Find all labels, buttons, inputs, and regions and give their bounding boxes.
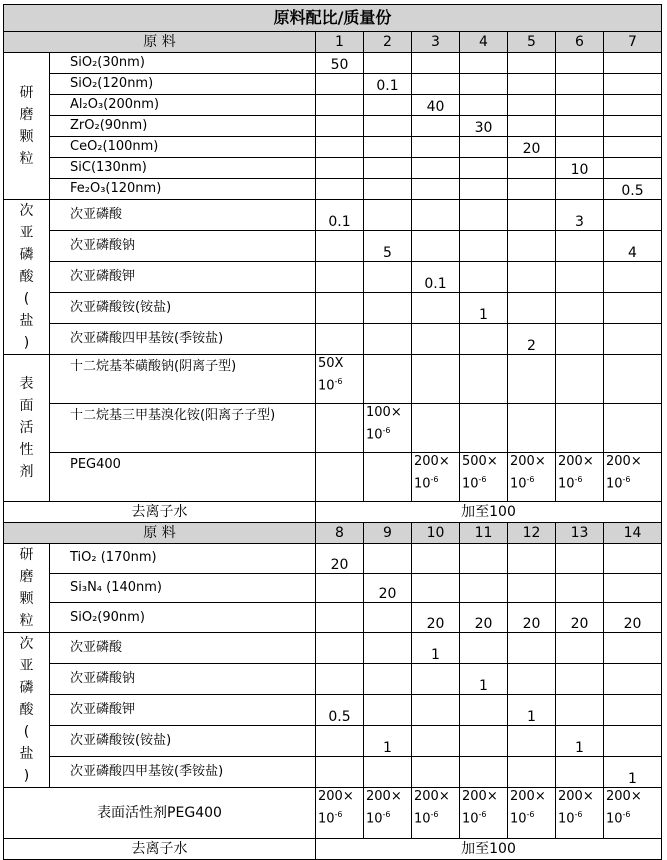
value-cell [316,633,364,664]
sci-power: $10^{-6}$ [606,810,631,827]
sci-power: $10^{-6}$ [414,475,439,492]
value-cell [316,158,364,179]
hypophosphite-row [4,324,662,355]
value-cell [604,262,662,293]
value-cell [412,293,460,324]
header-example-2: 2 [364,32,412,53]
value-cell [604,95,662,116]
value-cell [604,137,662,158]
material-name: 次亚磷酸四甲基铵(季铵盐) [50,757,316,788]
value-cell [316,324,364,355]
value-cell [604,200,662,231]
value-cell [316,757,364,788]
abrasive-row [4,74,662,95]
value-cell [316,231,364,262]
value-cell [412,664,460,695]
value-cell [364,664,412,695]
value-cell [364,262,412,293]
value-cell [412,573,460,603]
value-cell: 0.5 [604,179,662,200]
value-cell [556,633,604,664]
material-name: 次亚磷酸 [50,633,316,664]
value-cell [508,200,556,231]
value-cell: 20 [604,603,662,633]
value-cell [556,757,604,788]
value-cell [412,158,460,179]
value-cell: 10 [556,158,604,179]
value-cell [364,633,412,664]
header-example-1: 1 [316,32,364,53]
sci-value-cell [412,788,460,839]
value-cell: 1 [364,726,412,757]
value-cell [412,179,460,200]
value-cell: 20 [508,137,556,158]
value-cell: 1 [460,664,508,695]
value-cell [556,137,604,158]
water-row-1 [4,502,662,523]
header-material-label: 原 料 [4,523,316,544]
value-cell [460,95,508,116]
abrasive-row [4,158,662,179]
abrasive-row [4,603,662,633]
value-cell: 2 [508,324,556,355]
value-cell: 1 [556,726,604,757]
value-cell [556,53,604,74]
value-cell: 1 [604,757,662,788]
value-cell [508,573,556,603]
sci-power: $10^{-6}$ [366,426,391,443]
abrasive-row [4,95,662,116]
value-cell [460,179,508,200]
sci-value-cell [508,453,556,502]
sci-value-cell [604,453,662,502]
value-cell: 5 [364,231,412,262]
value-cell [460,324,508,355]
sci-value-cell [604,788,662,839]
water-value: 加至100 [316,502,662,523]
hypophosphite-row [4,200,662,231]
value-cell [460,53,508,74]
value-cell [364,695,412,726]
material-name: 次亚磷酸铵(铵盐) [50,726,316,757]
value-cell [556,573,604,603]
value-cell [460,573,508,603]
group-abrasive-2: 研 磨 颗 粒 [4,544,50,633]
value-cell [316,664,364,695]
table-title: 原料配比/质量份 [4,5,662,32]
hypophosphite-row [4,664,662,695]
value-cell [556,95,604,116]
value-cell [316,603,364,633]
header-example-12: 12 [508,523,556,544]
surfactant-row [4,404,662,453]
value-cell [316,137,364,158]
value-cell [556,544,604,574]
material-name: SiO₂(90nm) [50,603,316,633]
value-cell [316,74,364,95]
header-example-5: 5 [508,32,556,53]
value-cell [412,726,460,757]
value-cell [508,158,556,179]
table-body [4,5,662,860]
hypophosphite-row [4,262,662,293]
surfactant-row [4,355,662,404]
value-cell [508,293,556,324]
value-cell [604,355,662,404]
sci-power: $10^{-6}$ [462,810,487,827]
material-name: Al₂O₃(200nm) [50,95,316,116]
value-cell [364,453,412,502]
value-cell [460,695,508,726]
value-cell [412,757,460,788]
value-cell [364,757,412,788]
value-cell [604,664,662,695]
value-cell [316,262,364,293]
sci-coefficient: 500× [462,454,498,469]
value-cell [556,293,604,324]
group-surfactant: 表 面 活 性 剂 [4,355,50,502]
hypophosphite-row [4,726,662,757]
value-cell [316,95,364,116]
value-cell [364,324,412,355]
value-cell: 0.1 [364,74,412,95]
value-cell [508,757,556,788]
sci-power: $10^{-6}$ [318,810,343,827]
value-cell [556,179,604,200]
value-cell: 20 [316,544,364,574]
value-cell: 0.1 [316,200,364,231]
value-cell [364,116,412,137]
value-cell [556,695,604,726]
value-cell [508,74,556,95]
sci-coefficient: 200× [414,789,450,804]
sci-power: $10^{-6}$ [558,475,583,492]
value-cell [508,544,556,574]
sci-coefficient: 200× [510,454,546,469]
formulation-table-container [3,4,662,860]
value-cell [460,200,508,231]
header-example-6: 6 [556,32,604,53]
surfactant-row [4,453,662,502]
value-cell [508,95,556,116]
material-name: 次亚磷酸铵(铵盐) [50,293,316,324]
value-cell [412,137,460,158]
value-cell [508,53,556,74]
value-cell [460,633,508,664]
group-hypophosphite-2: 次 亚 磷 酸 ( 盐 ) [4,633,50,788]
hypophosphite-row [4,293,662,324]
value-cell [364,200,412,231]
value-cell [460,355,508,404]
value-cell [556,404,604,453]
formulation-table [3,4,662,860]
value-cell [316,453,364,502]
value-cell: 1 [412,633,460,664]
material-name: SiO₂(120nm) [50,74,316,95]
value-cell: 1 [460,293,508,324]
value-cell [556,324,604,355]
sci-power: $10^{-6}$ [510,810,535,827]
value-cell: 0.5 [316,695,364,726]
header-example-11: 11 [460,523,508,544]
value-cell [364,544,412,574]
sci-coefficient: 200× [606,454,642,469]
surfactant-label-2: 表面活性剂PEG400 [4,788,316,839]
value-cell [364,179,412,200]
value-cell [412,231,460,262]
value-cell [412,324,460,355]
value-cell: 20 [508,603,556,633]
abrasive-row [4,544,662,574]
value-cell [364,158,412,179]
sci-value-cell [364,788,412,839]
value-cell [364,53,412,74]
value-cell [460,231,508,262]
sci-value-cell [460,453,508,502]
sci-coefficient: 200× [510,789,546,804]
value-cell [412,544,460,574]
material-name: 次亚磷酸四甲基铵(季铵盐) [50,324,316,355]
sci-power: $10^{-6}$ [510,475,535,492]
value-cell [316,293,364,324]
value-cell [460,137,508,158]
sci-power: $10^{-6}$ [462,475,487,492]
header-example-7: 7 [604,32,662,53]
sci-power: $10^{-6}$ [606,475,631,492]
value-cell [412,74,460,95]
sci-power: $10^{-6}$ [318,377,343,394]
value-cell [412,695,460,726]
value-cell [412,355,460,404]
sci-coefficient: 50X [318,356,344,371]
value-cell [604,633,662,664]
value-cell [460,262,508,293]
value-cell [412,53,460,74]
value-cell [460,757,508,788]
water-row-2 [4,839,662,860]
sci-value-cell [364,404,412,453]
material-name: 次亚磷酸钠 [50,231,316,262]
header-example-4: 4 [460,32,508,53]
value-cell: 4 [604,231,662,262]
material-name: Fe₂O₃(120nm) [50,179,316,200]
value-cell: 20 [364,573,412,603]
value-cell: 20 [556,603,604,633]
header-example-13: 13 [556,523,604,544]
material-name: 次亚磷酸 [50,200,316,231]
sci-power: $10^{-6}$ [414,810,439,827]
material-name: Si₃N₄ (140nm) [50,573,316,603]
value-cell [412,116,460,137]
value-cell [556,355,604,404]
header-material-label: 原 料 [4,32,316,53]
value-cell: 20 [412,603,460,633]
value-cell [508,355,556,404]
sci-coefficient: 200× [462,789,498,804]
sci-coefficient: 200× [414,454,450,469]
value-cell: 40 [412,95,460,116]
abrasive-row [4,179,662,200]
value-cell [316,573,364,603]
value-cell [316,116,364,137]
value-cell: 3 [556,200,604,231]
value-cell [508,262,556,293]
header-example-8: 8 [316,523,364,544]
value-cell [460,544,508,574]
value-cell [556,664,604,695]
value-cell [508,664,556,695]
water-label: 去离子水 [4,839,316,860]
value-cell [364,95,412,116]
value-cell: 1 [508,695,556,726]
abrasive-row [4,137,662,158]
value-cell [604,74,662,95]
sci-coefficient: 100× [366,405,402,420]
value-cell [604,293,662,324]
value-cell [508,633,556,664]
value-cell [508,404,556,453]
material-name: 次亚磷酸钾 [50,262,316,293]
value-cell [604,544,662,574]
header-example-10: 10 [412,523,460,544]
header-row-2 [4,523,662,544]
value-cell [412,200,460,231]
header-example-3: 3 [412,32,460,53]
sci-coefficient: 200× [318,789,354,804]
sci-power: $10^{-6}$ [366,810,391,827]
abrasive-row [4,116,662,137]
group-hypophosphite: 次 亚 磷 酸 ( 盐 ) [4,200,50,355]
material-name: PEG400 [50,453,316,502]
value-cell [556,231,604,262]
sci-value-cell [556,788,604,839]
value-cell [508,179,556,200]
sci-power: $10^{-6}$ [558,810,583,827]
value-cell: 0.1 [412,262,460,293]
water-value: 加至100 [316,839,662,860]
value-cell [316,726,364,757]
material-name: CeO₂(100nm) [50,137,316,158]
value-cell [508,116,556,137]
value-cell [508,726,556,757]
value-cell [604,324,662,355]
value-cell [460,726,508,757]
value-cell: 50 [316,53,364,74]
value-cell [556,262,604,293]
sci-coefficient: 200× [558,789,594,804]
hypophosphite-row [4,757,662,788]
hypophosphite-row [4,695,662,726]
value-cell [460,404,508,453]
surfactant-row-2 [4,788,662,839]
value-cell [316,404,364,453]
value-cell [604,695,662,726]
material-name: 次亚磷酸钠 [50,664,316,695]
material-name: SiC(130nm) [50,158,316,179]
sci-coefficient: 200× [366,789,402,804]
material-name: TiO₂ (170nm) [50,544,316,574]
sci-value-cell [412,453,460,502]
material-name: 次亚磷酸钾 [50,695,316,726]
value-cell [604,573,662,603]
sci-value-cell [556,453,604,502]
material-name: ZrO₂(90nm) [50,116,316,137]
value-cell [364,603,412,633]
value-cell [412,404,460,453]
abrasive-row [4,53,662,74]
sci-value-cell [508,788,556,839]
value-cell [604,726,662,757]
material-name: 十二烷基三甲基溴化铵(阳离子子型) [50,404,316,453]
hypophosphite-row [4,633,662,664]
header-row-1 [4,32,662,53]
value-cell: 30 [460,116,508,137]
material-name: SiO₂(30nm) [50,53,316,74]
hypophosphite-row [4,231,662,262]
value-cell [604,53,662,74]
value-cell [604,404,662,453]
value-cell [604,158,662,179]
sci-value-cell [316,788,364,839]
sci-value-cell [316,355,364,404]
water-label: 去离子水 [4,502,316,523]
header-example-14: 14 [604,523,662,544]
value-cell: 20 [460,603,508,633]
header-example-9: 9 [364,523,412,544]
value-cell [556,116,604,137]
group-abrasive: 研 磨 颗 粒 [4,53,50,200]
value-cell [508,231,556,262]
sci-coefficient: 200× [558,454,594,469]
value-cell [364,137,412,158]
value-cell [316,179,364,200]
value-cell [364,355,412,404]
value-cell [364,293,412,324]
sci-value-cell [460,788,508,839]
value-cell [604,116,662,137]
sci-coefficient: 200× [606,789,642,804]
value-cell [460,74,508,95]
value-cell [460,158,508,179]
material-name: 十二烷基苯磺酸钠(阴离子型) [50,355,316,404]
value-cell [556,74,604,95]
abrasive-row [4,573,662,603]
